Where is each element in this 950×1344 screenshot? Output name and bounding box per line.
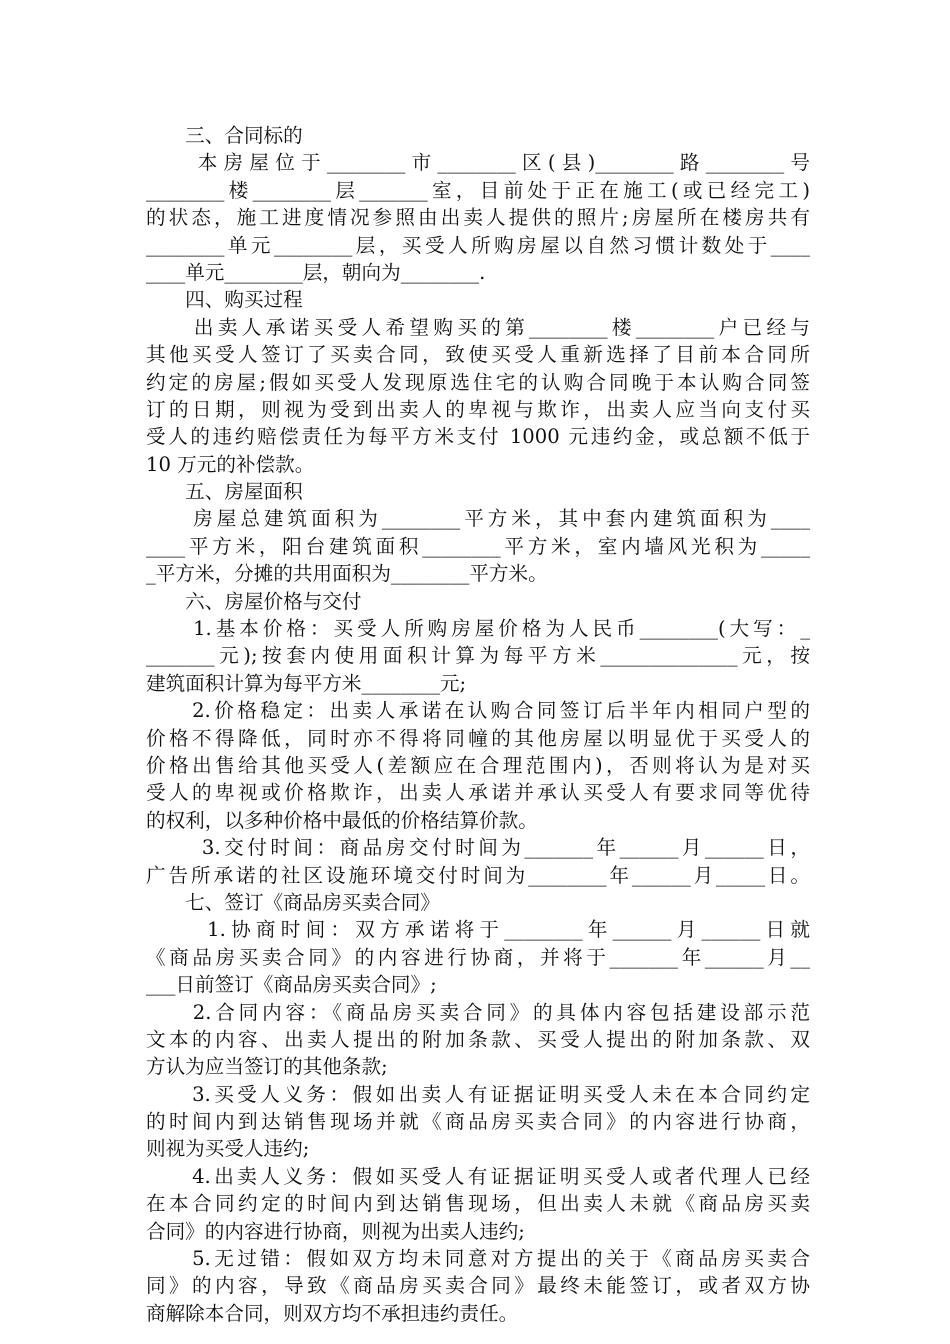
text-line: 的权利，以多种价格中最低的价格结算价款。 [146,808,538,832]
text-line: ________楼________层_______室，目前处于正在施工(或已经完工) [146,178,810,202]
text-line: 广告所承诺的社区设施环境交付时间为________年______月_____日。 [146,863,810,887]
text-line: ____平方米，阳台建筑面积________平方米，室内墙风光积为_____ [146,534,810,558]
text-line: 受人的违约赔偿责任为每平方米支付 1000 元违约金，或总额不低于 [146,425,810,449]
text-line: 《商品房买卖合同》的内容进行协商，并将于_______年______月__ [146,945,810,969]
section-heading: 三、合同标的 [146,124,303,147]
text-line: 4.出卖人义务：假如买受人有证据证明买受人或者代理人已经 [146,1164,810,1188]
section-heading: 五、房屋面积 [146,480,303,504]
text-line: 同》的内容，导致《商品房买卖合同》最终未能签订，或者双方协 [146,1274,810,1298]
text-line: 本房屋位于________市________区(县)________路________号 [146,151,810,175]
text-line: 的状态，施工进度情况参照由出卖人提供的照片;房屋所在楼房共有 [146,206,810,230]
text-line: _______元);按套内使用面积计算为每平方米______________元，按 [146,644,810,668]
text-line: 合同》的内容进行协商，则视为出卖人违约; [146,1219,525,1243]
text-line: 2.合同内容：《商品房买卖合同》的具体内容包括建设部示范 [146,1000,810,1024]
text-line: 价格不得降低，同时亦不得将同幢的其他房屋以明显优于买受人的 [146,726,810,750]
text-line: 则视为买受人违约; [146,1137,310,1161]
text-line: 3.交付时间：商品房交付时间为_______年______月______日， [146,836,810,860]
text-line: 出卖人承诺买受人希望购买的第________楼________户已经与 [146,315,810,339]
text-line: 在本合同约定的时间内到达销售现场，但出卖人未就《商品房买卖 [146,1192,810,1216]
text-line: 订的日期，则视为受到出卖人的卑视与欺诈，出卖人应当向支付买 [146,397,810,421]
text-line: 1.协商时间：双方承诺将于________年______月______日就 [146,918,810,942]
text-line: 2.价格稳定：出卖人承诺在认购合同签订后半年内相同户型的 [146,699,810,723]
section-heading: 六、房屋价格与交付 [146,589,362,613]
text-line: 其他买受人签订了买卖合同，致使买受人重新选择了目前本合同所 [146,343,810,367]
text-line: 建筑面积计算为每平方米________元; [146,671,467,695]
text-line: 3.买受人义务：假如出卖人有证据证明买受人未在本合同约定 [146,1082,810,1106]
text-line: 1.基本价格：买受人所购房屋价格为人民币________(大写：_ [146,617,810,641]
text-line: 价格出售给其他买受人(差额应在合理范围内)，否则将认为是对买 [146,753,810,777]
section-heading: 四、购买过程 [146,288,303,312]
text-line: _平方米，分摊的共用面积为________平方米。 [146,562,548,586]
text-line: 房屋总建筑面积为________平方米，其中套内建筑面积为____ [146,507,810,531]
text-line: 5.无过错：假如双方均未同意对方提出的关于《商品房买卖合 [146,1247,810,1271]
text-line: ____单元________层，朝向为________. [146,260,486,284]
text-line: 受人的卑视或价格欺诈，出卖人承诺并承认买受人有要求同等优待 [146,781,810,805]
text-line: 文本的内容、出卖人提出的附加条款、买受人提出的附加条款、双 [146,1027,810,1051]
text-line: ___日前签订《商品房买卖合同》; [146,973,437,997]
section-heading: 七、签订《商品房买卖合同》 [146,890,440,914]
text-line: 商解除本合同，则双方均不承担违约责任。 [146,1301,519,1325]
text-line: 的时间内到达销售现场并就《商品房买卖合同》的内容进行协商， [146,1110,810,1134]
text-line: 约定的房屋;假如买受人发现原选住宅的认购合同晚于本认购合同签 [146,370,810,394]
contract-body [146,122,810,1327]
text-line: 方认为应当签订的其他条款; [146,1055,388,1079]
text-line: ________单元________层，买受人所购房屋以自然习惯计数处于____ [146,233,810,257]
text-line: 10 万元的补偿款。 [146,452,315,476]
